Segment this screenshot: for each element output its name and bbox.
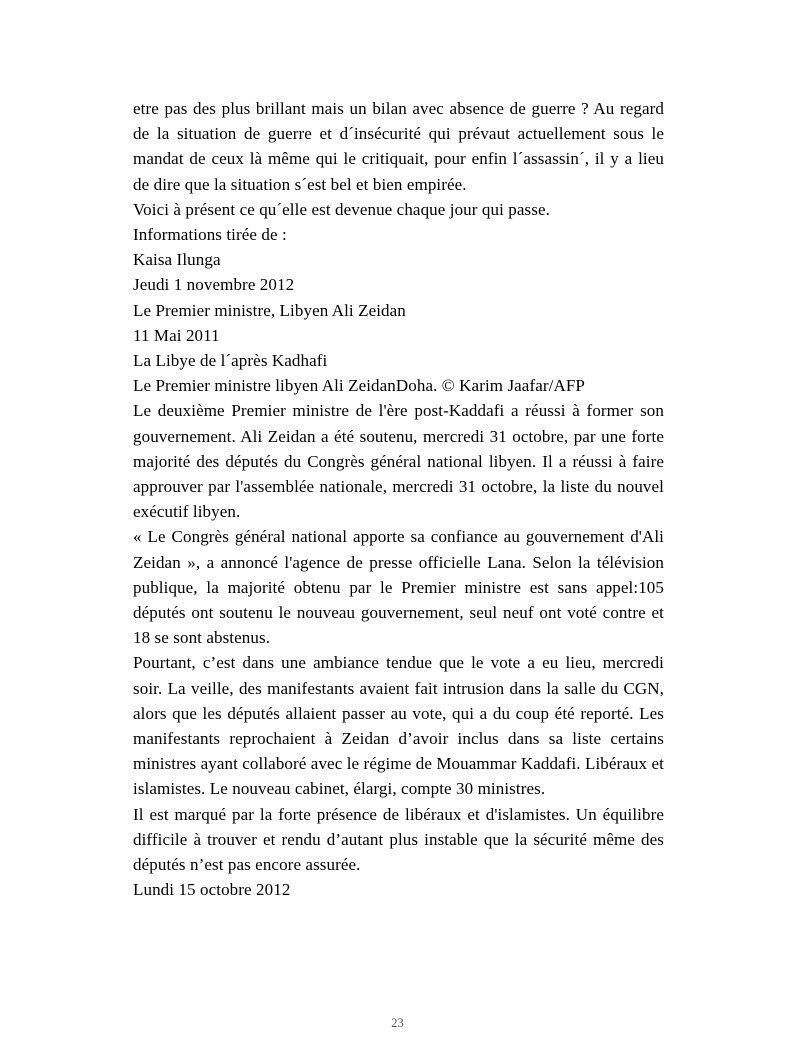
paragraph: La Libye de l´après Kadhafi: [133, 351, 328, 371]
paragraph: etre pas des plus brillant mais un bilan avec absence de guerre ? Au regard de la situation de guerre et d´insécurité qui prévaut actuellement sous le mandat de ceux là même qui le critiquait, pour enfin l´assassin´, il y a lieu de dire que la situation s´est bel et bien empirée.: [133, 99, 664, 194]
paragraph: Le Premier ministre libyen Ali ZeidanDoha. © Karim Jaafar/AFP: [133, 376, 585, 396]
paragraph: Lundi 15 octobre 2012: [133, 880, 291, 900]
paragraph: 11 Mai 2011: [133, 325, 220, 345]
paragraph: Voici à présent ce qu´elle est devenue chaque jour qui passe.: [133, 199, 550, 219]
paragraph: Pourtant, c’est dans une ambiance tendue que le vote a eu lieu, mercredi soir. La veille, des manifestants avaient fait intrusion dans la salle du CGN, alors que les députés allaient passer au vote, qui a du coup été reporté. Les manifestants reprochaient à Zeidan d’avoir inclus dans sa liste certains ministres ayant collaboré avec le régime de Mouammar Kaddafi. Libéraux et islamistes. Le nouveau cabinet, élargi, compte 30 ministres.: [133, 653, 664, 799]
page-number: 23: [391, 1016, 404, 1030]
paragraph: « Le Congrès général national apporte sa confiance au gouvernement d'Ali Zeidan », a annoncé l'agence de presse officielle Lana. Selon la télévision publique, la majorité obtenu par le Premier ministre est sans appel:105 députés ont soutenu le nouveau gouvernement, seul neuf ont voté contre et 18 se sont abstenus.: [133, 527, 664, 648]
paragraph: Jeudi 1 novembre 2012: [133, 275, 295, 295]
paragraph: Le Premier ministre, Libyen Ali Zeidan: [133, 300, 406, 320]
paragraph: Il est marqué par la forte présence de libéraux et d'islamistes. Un équilibre difficile à trouver et rendu d’autant plus instable que la sécurité même des députés n’est pas encore assurée.: [133, 804, 664, 875]
page-footer: [0, 1014, 795, 1032]
document-content: [133, 96, 664, 903]
paragraph: Le deuxième Premier ministre de l'ère post-Kaddafi a réussi à former son gouvernement. Ali Zeidan a été soutenu, mercredi 31 octobre, par une forte majorité des députés du Congrès général national libyen. Il a réussi à faire approuver par l'assemblée nationale, mercredi 31 octobre, la liste du nouvel exécutif libyen.: [133, 401, 664, 522]
paragraph: Kaisa Ilunga: [133, 250, 221, 270]
paragraph: Informations tirée de :: [133, 225, 287, 245]
